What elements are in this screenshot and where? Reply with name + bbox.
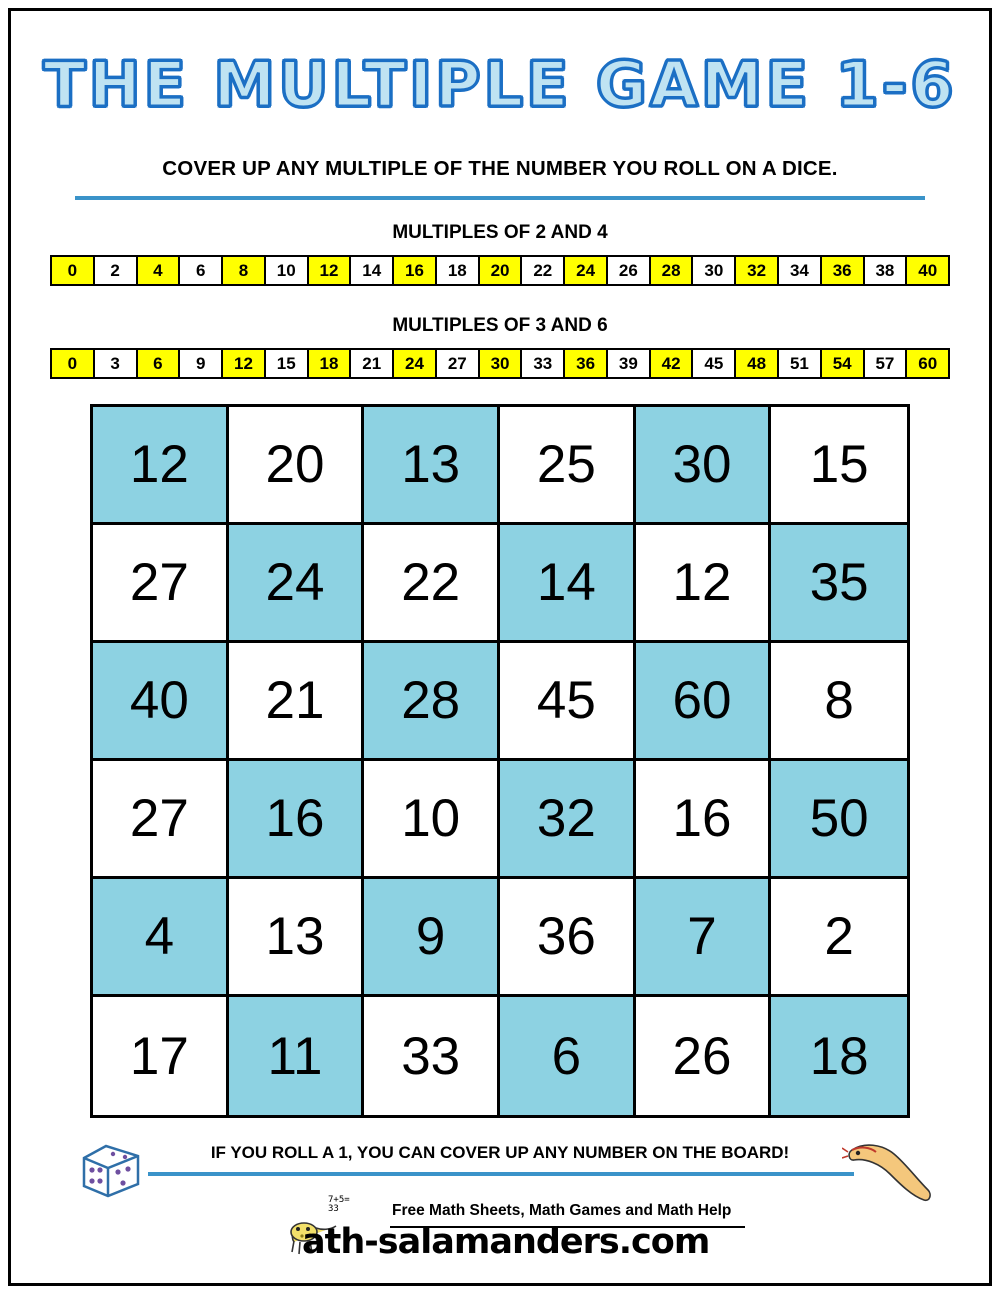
game-cell[interactable]: 21 xyxy=(229,643,365,761)
game-cell[interactable]: 27 xyxy=(93,525,229,643)
strip-number-cell: 40 xyxy=(907,257,948,284)
strip-number-cell: 12 xyxy=(309,257,352,284)
strip-number-cell: 27 xyxy=(437,350,480,377)
instruction-text: COVER UP ANY MULTIPLE OF THE NUMBER YOU ROLL ON A DICE. xyxy=(162,157,838,180)
game-cell[interactable]: 11 xyxy=(229,997,365,1115)
strip-number-cell: 54 xyxy=(822,350,865,377)
game-cell[interactable]: 36 xyxy=(500,879,636,997)
salamander-icon xyxy=(842,1138,938,1208)
strip-number-cell: 18 xyxy=(437,257,480,284)
game-cell[interactable]: 22 xyxy=(364,525,500,643)
divider-top xyxy=(75,196,925,200)
strip-number-cell: 36 xyxy=(565,350,608,377)
footer-note: IF YOU ROLL A 1, YOU CAN COVER UP ANY NUMBER ON THE BOARD! xyxy=(210,1143,790,1162)
game-cell[interactable]: 14 xyxy=(500,525,636,643)
strip-number-cell: 0 xyxy=(52,257,95,284)
game-cell[interactable]: 8 xyxy=(771,643,907,761)
multiples-strip-3-and-6 xyxy=(50,348,950,379)
strip-number-cell: 18 xyxy=(309,350,352,377)
strip-number-cell: 9 xyxy=(180,350,223,377)
strip-number-cell: 16 xyxy=(394,257,437,284)
game-cell[interactable]: 18 xyxy=(771,997,907,1115)
logo-wordmark: ath-salamanders.com xyxy=(302,1222,710,1262)
strip-number-cell: 0 xyxy=(52,350,95,377)
strip-number-cell: 38 xyxy=(865,257,908,284)
game-cell[interactable]: 4 xyxy=(93,879,229,997)
strip-number-cell: 30 xyxy=(480,350,523,377)
game-board-grid xyxy=(90,404,910,1118)
game-cell[interactable]: 35 xyxy=(771,525,907,643)
game-cell[interactable]: 33 xyxy=(364,997,500,1115)
strip-number-cell: 26 xyxy=(608,257,651,284)
strip-number-cell: 24 xyxy=(394,350,437,377)
strip-number-cell: 6 xyxy=(138,350,181,377)
game-cell[interactable]: 20 xyxy=(229,407,365,525)
game-cell[interactable]: 45 xyxy=(500,643,636,761)
strip-number-cell: 34 xyxy=(779,257,822,284)
game-cell[interactable]: 15 xyxy=(771,407,907,525)
game-cell[interactable]: 30 xyxy=(636,407,772,525)
strip-number-cell: 3 xyxy=(95,350,138,377)
strip-2-label: MULTIPLES OF 3 AND 6 xyxy=(392,315,608,336)
game-cell[interactable]: 50 xyxy=(771,761,907,879)
strip-1-label: MULTIPLES OF 2 AND 4 xyxy=(392,222,608,243)
strip-number-cell: 51 xyxy=(779,350,822,377)
strip-number-cell: 60 xyxy=(907,350,948,377)
game-cell[interactable]: 10 xyxy=(364,761,500,879)
game-cell[interactable]: 17 xyxy=(93,997,229,1115)
strip-number-cell: 15 xyxy=(266,350,309,377)
strip-number-cell: 6 xyxy=(180,257,223,284)
game-cell[interactable]: 27 xyxy=(93,761,229,879)
strip-number-cell: 42 xyxy=(651,350,694,377)
strip-number-cell: 39 xyxy=(608,350,651,377)
game-cell[interactable]: 16 xyxy=(229,761,365,879)
strip-number-cell: 21 xyxy=(351,350,394,377)
page-title: THE MULTIPLE GAME 1-6 xyxy=(43,48,957,121)
game-cell[interactable]: 12 xyxy=(636,525,772,643)
strip-number-cell: 22 xyxy=(522,257,565,284)
strip-number-cell: 24 xyxy=(565,257,608,284)
strip-number-cell: 12 xyxy=(223,350,266,377)
strip-number-cell: 30 xyxy=(693,257,736,284)
game-cell[interactable]: 16 xyxy=(636,761,772,879)
strip-number-cell: 4 xyxy=(138,257,181,284)
game-cell[interactable]: 60 xyxy=(636,643,772,761)
strip-number-cell: 2 xyxy=(95,257,138,284)
logo-mark-note: 7+5= 33 xyxy=(328,1195,350,1214)
logo-tagline: Free Math Sheets, Math Games and Math Help xyxy=(392,1202,732,1219)
site-logo xyxy=(280,1196,750,1280)
game-cell[interactable]: 40 xyxy=(93,643,229,761)
strip-number-cell: 10 xyxy=(266,257,309,284)
multiples-strip-2-and-4 xyxy=(50,255,950,286)
game-cell[interactable]: 13 xyxy=(229,879,365,997)
divider-bottom xyxy=(148,1172,854,1176)
game-cell[interactable]: 28 xyxy=(364,643,500,761)
game-cell[interactable]: 24 xyxy=(229,525,365,643)
game-cell[interactable]: 25 xyxy=(500,407,636,525)
game-cell[interactable]: 32 xyxy=(500,761,636,879)
strip-number-cell: 20 xyxy=(480,257,523,284)
strip-number-cell: 57 xyxy=(865,350,908,377)
game-cell[interactable]: 7 xyxy=(636,879,772,997)
game-cell[interactable]: 26 xyxy=(636,997,772,1115)
strip-number-cell: 32 xyxy=(736,257,779,284)
strip-number-cell: 48 xyxy=(736,350,779,377)
strip-number-cell: 33 xyxy=(522,350,565,377)
game-cell[interactable]: 9 xyxy=(364,879,500,997)
strip-number-cell: 8 xyxy=(223,257,266,284)
game-cell[interactable]: 6 xyxy=(500,997,636,1115)
game-cell[interactable]: 2 xyxy=(771,879,907,997)
strip-number-cell: 28 xyxy=(651,257,694,284)
strip-number-cell: 14 xyxy=(351,257,394,284)
game-cell[interactable]: 12 xyxy=(93,407,229,525)
strip-number-cell: 45 xyxy=(693,350,736,377)
strip-number-cell: 36 xyxy=(822,257,865,284)
game-cell[interactable]: 13 xyxy=(364,407,500,525)
